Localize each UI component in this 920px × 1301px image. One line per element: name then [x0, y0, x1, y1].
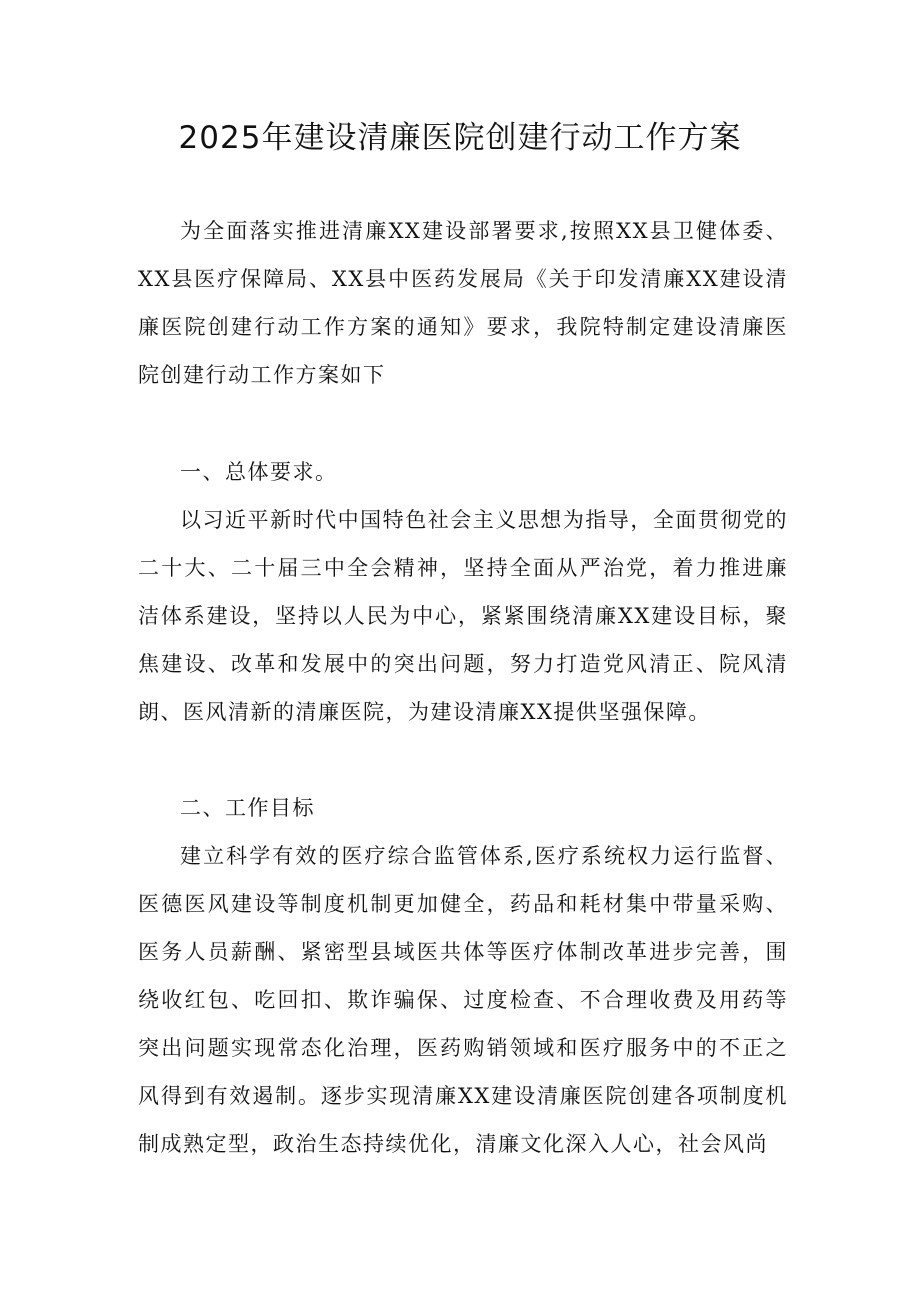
section-heading-work-goals: 二、工作目标: [180, 796, 315, 820]
section-body-general-requirements: 以习近平新时代中国特色社会主义思想为指导，全面贯彻党的二十大、二十届三中全会精神，坚持全面从严治党，着力推进廉洁体系建设，坚持以人民为中心，紧紧围绕清廉XX建设目标，聚焦建设、改革和发展中的突出问题，努力打造党风清正、院风清朗、医风清新的清廉医院，为建设清廉XX提供坚强保障。: [138, 508, 788, 724]
intro-paragraph: 为全面落实推进清廉XX建设部署要求,按照XX县卫健体委、XX县医疗保障局、XX县中医药发展局《关于印发清廉XX建设清廉医院创建行动工作方案的通知》要求，我院特制定建设清廉医院创建行动工作方案如下: [138, 219, 788, 387]
section-heading-general-requirements: 一、总体要求。: [180, 460, 338, 484]
document-title: 2025年建设清廉医院创建行动工作方案: [178, 120, 742, 156]
section-body-work-goals: 建立科学有效的医疗综合监管体系,医疗系统权力运行监督、医德医风建设等制度机制更加健全，药品和耗材集中带量采购、医务人员薪酬、紧密型县域医共体等医疗体制改革进步完善，围绕收红包、吃回扣、欺诈骗保、过度检查、不合理收费及用药等突出问题实现常态化治理，医药购销领域和医疗服务中的不正之风得到有效遏制。逐步实现清廉XX建设清廉医院创建各项制度机制成熟定型，政治生态持续优化，清廉文化深入人心，社会风尚: [138, 844, 788, 1156]
